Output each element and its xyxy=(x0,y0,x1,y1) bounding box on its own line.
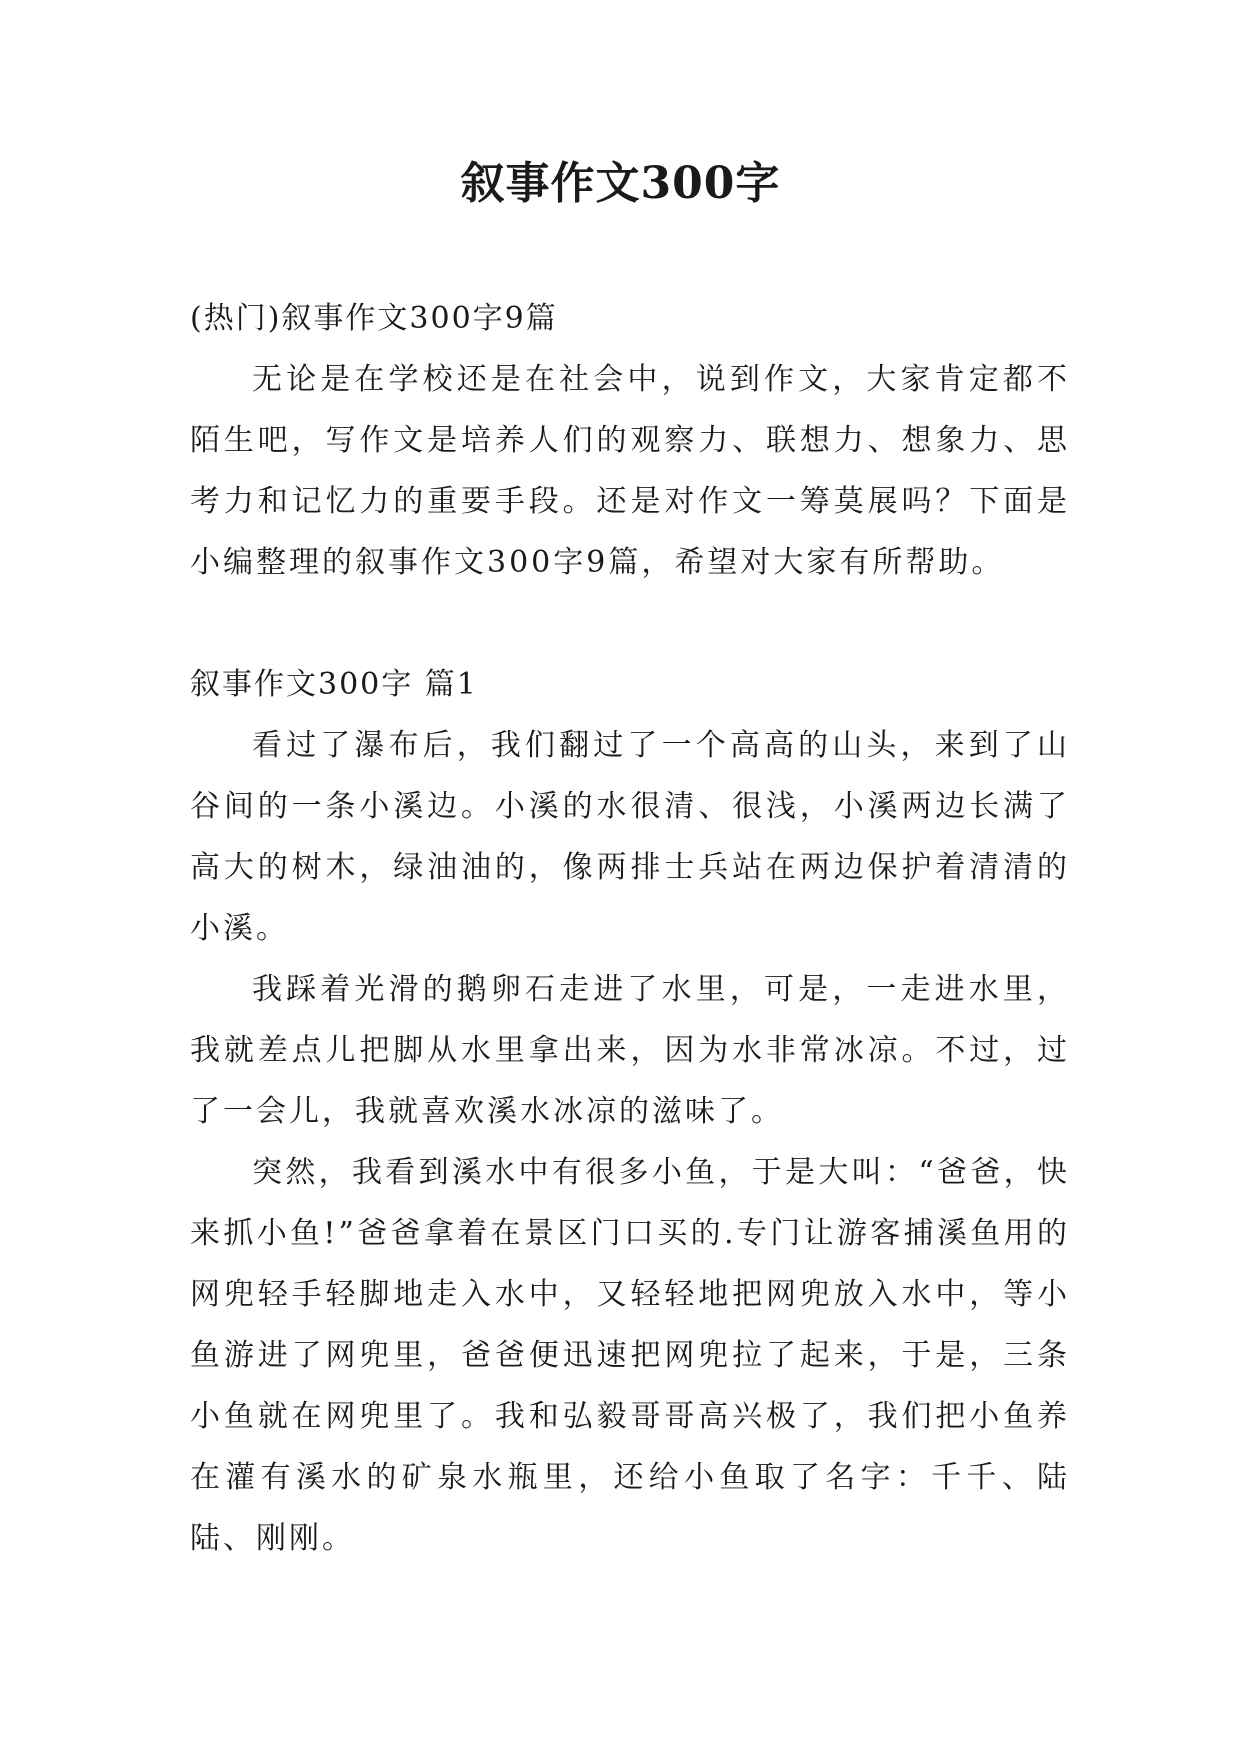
section-paragraph: 我踩着光滑的鹅卵石走进了水里，可是，一走进水里，我就差点儿把脚从水里拿出来，因为水非常冰凉。不过，过了一会儿，我就喜欢溪水冰凉的滋味了。 xyxy=(190,972,1070,1129)
section-heading: 叙事作文300字 篇1 xyxy=(190,667,478,702)
intro-paragraph: 无论是在学校还是在社会中，说到作文，大家肯定都不陌生吧，写作文是培养人们的观察力、联想力、想象力、思考力和记忆力的重要手段。还是对作文一筹莫展吗？下面是小编整理的叙事作文300字9篇，希望对大家有所帮助。 xyxy=(190,362,1070,580)
section-paragraph: 突然，我看到溪水中有很多小鱼，于是大叫：“爸爸，快来抓小鱼!”爸爸拿着在景区门口买的.专门让游客捕溪鱼用的网兜轻手轻脚地走入水中，又轻轻地把网兜放入水中，等小鱼游进了网兜里，爸爸便迅速把网兜拉了起来，于是，三条小鱼就在网兜里了。我和弘毅哥哥高兴极了，我们把小鱼养在灌有溪水的矿泉水瓶里，还给小鱼取了名字：千千、陆陆、刚刚。 xyxy=(190,1155,1070,1556)
section-spacer xyxy=(190,593,1070,654)
section-paragraph: 看过了瀑布后，我们翻过了一个高高的山头，来到了山谷间的一条小溪边。小溪的水很清、很浅，小溪两边长满了高大的树木，绿油油的，像两排士兵站在两边保护着清清的小溪。 xyxy=(190,728,1070,946)
document-subtitle: (热门)叙事作文300字9篇 xyxy=(190,301,558,336)
document-body xyxy=(190,288,1070,1569)
document-title: 叙事作文300字 xyxy=(460,158,781,209)
